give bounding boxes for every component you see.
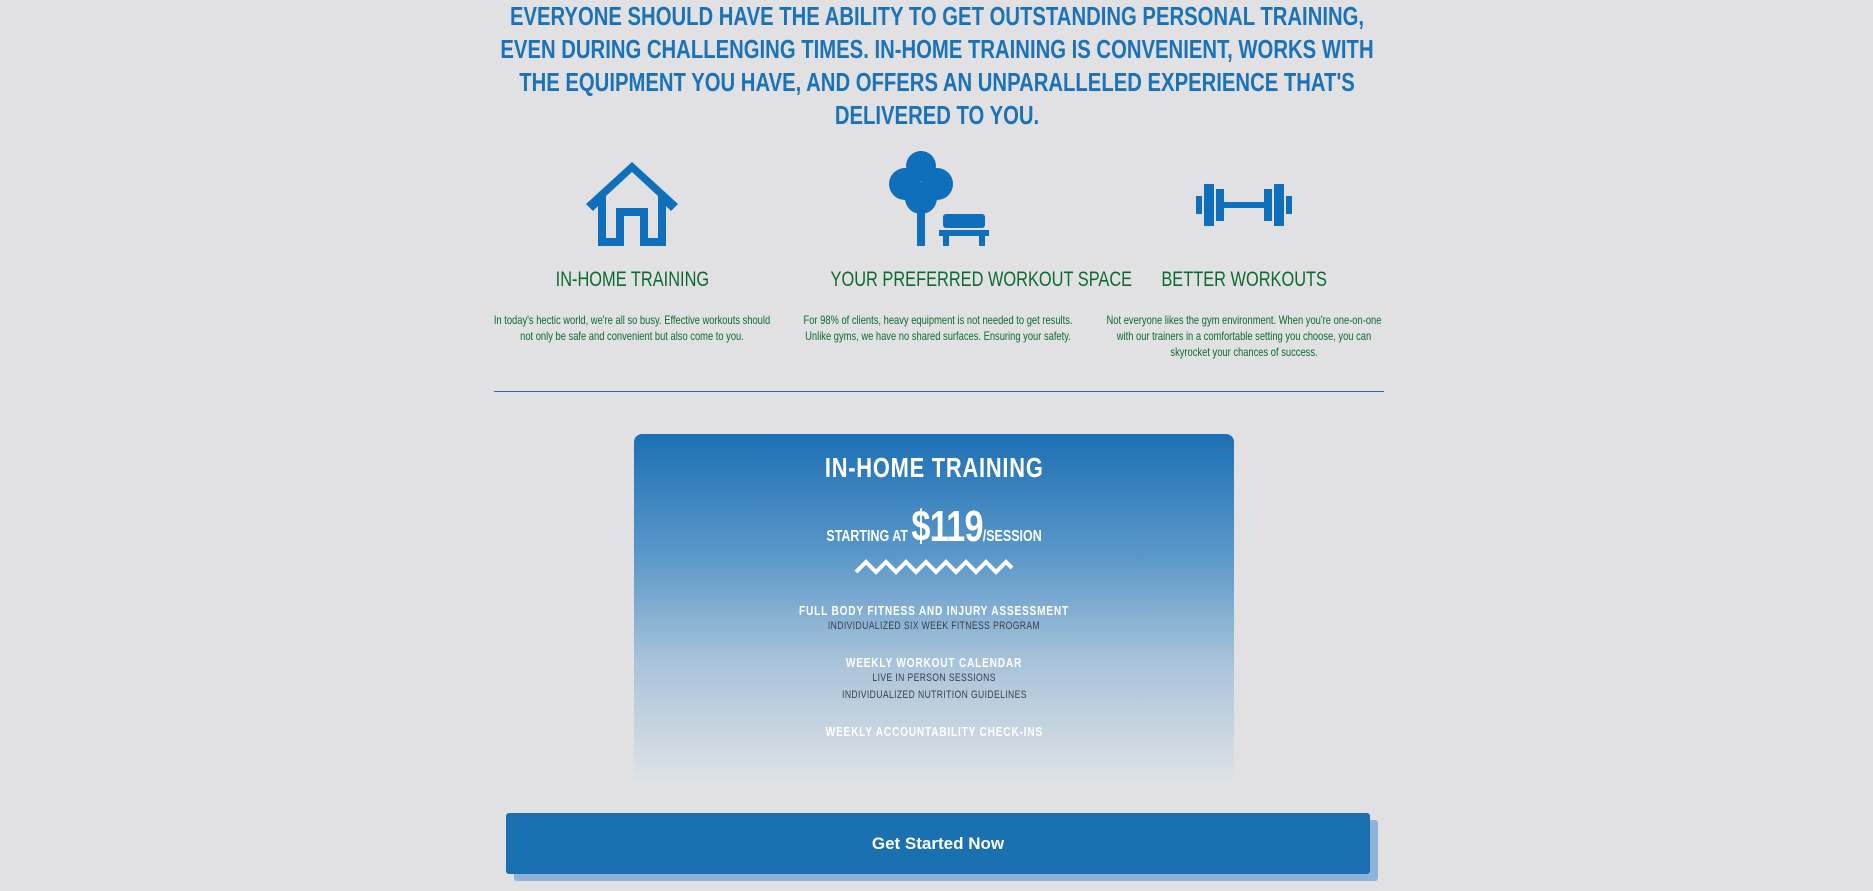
pricing-feature-heading: WEEKLY WORKOUT CALENDAR <box>845 655 1023 670</box>
pricing-feature-heading: FULL BODY FITNESS AND INJURY ASSESSMENT <box>799 603 1069 618</box>
intro-statement <box>480 0 1393 132</box>
feature-title: YOUR PREFERRED WORKOUT SPACE <box>830 268 1133 291</box>
feature-description: For 98% of clients, heavy equipment is not needed to get results. Unlike gyms, we have no shared surfaces. Ensuring your safety. <box>803 313 1073 343</box>
intro-text: EVERYONE SHOULD HAVE THE ABILITY TO GET OUTSTANDING PERSONAL TRAINING, EVEN DURING CHALLENGING TIMES. IN-HOME TRAINING IS CONVENIENT, WORKS WITH THE EQUIPMENT YOU HAVE, AND OFFERS AN UNPARALLELED EXPERIENCE THAT'S DELIVERED TO YOU. <box>500 1 1374 130</box>
zigzag-divider <box>634 556 1234 581</box>
pricing-feature-item: INDIVIDUALIZED NUTRITION GUIDELINES <box>841 689 1027 701</box>
price-prefix: STARTING AT <box>826 528 908 545</box>
pricing-title: IN-HOME TRAINING <box>824 452 1044 483</box>
pricing-card <box>634 434 1234 784</box>
feature-in-home-training <box>482 140 782 344</box>
get-started-button[interactable]: Get Started Now <box>506 813 1370 874</box>
pricing-feature-item: INDIVIDUALIZED SIX WEEK FITNESS PROGRAM <box>827 620 1041 632</box>
feature-better-workouts <box>1094 140 1394 360</box>
feature-title: IN-HOME TRAINING <box>555 268 709 291</box>
price-line <box>634 502 1234 552</box>
dumbbell-icon <box>1094 140 1394 250</box>
pricing-feature-heading: WEEKLY ACCOUNTABILITY CHECK-INS <box>825 724 1043 739</box>
section-divider <box>494 391 1384 392</box>
price-amount: $119 <box>911 502 983 551</box>
pricing-feature-group <box>634 655 1234 704</box>
feature-description: In today's hectic world, we're all so busy. Effective workouts should not only be safe and convenient but also come to you. <box>493 313 771 343</box>
price-suffix: /SESSION <box>982 528 1042 545</box>
feature-workout-space <box>788 140 1133 344</box>
pricing-feature-group <box>634 603 1234 635</box>
pricing-feature-group <box>634 724 1234 739</box>
house-icon <box>482 140 782 250</box>
tree-bench-icon <box>788 140 1088 250</box>
feature-title: BETTER WORKOUTS <box>1161 268 1327 291</box>
feature-description: Not everyone likes the gym environment. When you're one-on-one with our trainers in a comfortable setting you choose, you can skyrocket your chances of success. <box>1106 313 1382 359</box>
pricing-feature-item: LIVE IN PERSON SESSIONS <box>872 672 996 684</box>
